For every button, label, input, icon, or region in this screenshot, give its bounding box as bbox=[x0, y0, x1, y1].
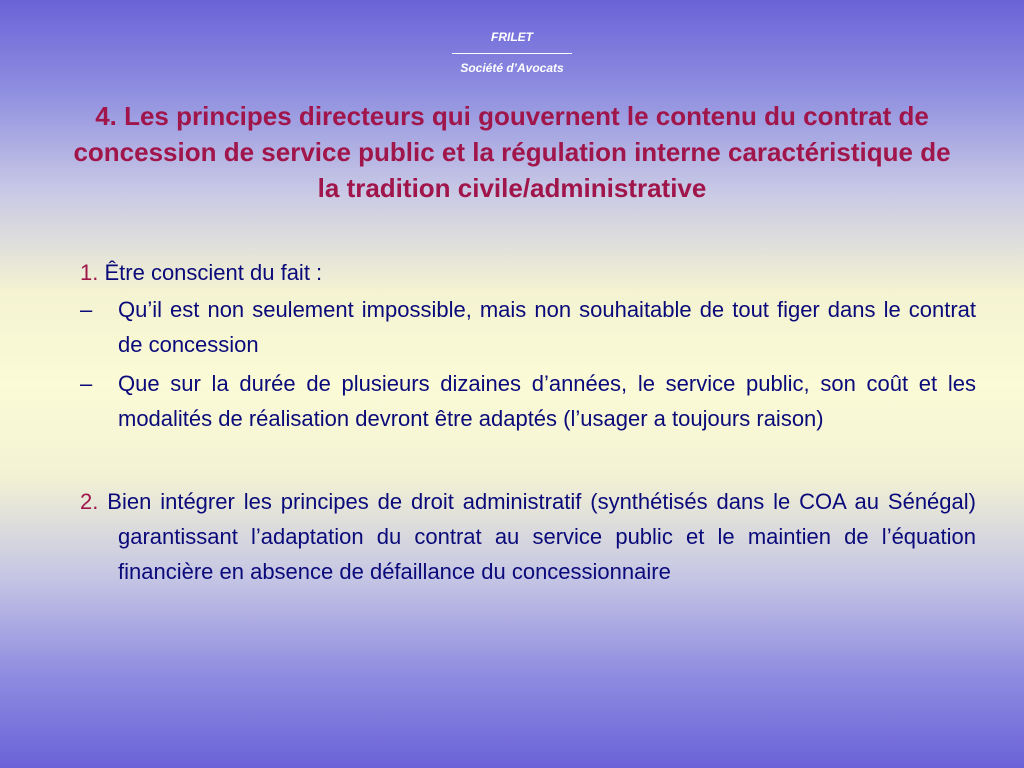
dash-marker: – bbox=[80, 371, 93, 396]
bullet-item-1 bbox=[80, 292, 976, 362]
point-2 bbox=[80, 484, 976, 589]
slide-body bbox=[80, 255, 976, 611]
bullet-text-2: Que sur la durée de plusieurs dizaines d’années, le service public, son coût et les modalités de réalisation devront être adaptés (l’usager a toujours raison) bbox=[118, 371, 976, 431]
point-2-text: Bien intégrer les principes de droit administratif (synthétisés dans le COA au Sénégal) garantissant l’adaptation du contrat au service public et le maintien de l’équation financière en absence de défaillance du concessionnaire bbox=[107, 489, 976, 584]
point-2-number: 2. bbox=[80, 489, 99, 514]
firm-name: FRILET bbox=[491, 30, 533, 44]
bullet-text-1: Qu’il est non seulement impossible, mais non souhaitable de tout figer dans le contrat de concession bbox=[118, 297, 976, 357]
header-divider bbox=[452, 53, 572, 54]
slide-header bbox=[0, 30, 1024, 75]
firm-subtitle: Société d’Avocats bbox=[460, 61, 564, 75]
point-1-text: Être conscient du fait : bbox=[104, 260, 323, 285]
bullet-item-2 bbox=[80, 366, 976, 436]
point-1 bbox=[80, 255, 976, 290]
slide-title: 4. Les principes directeurs qui gouvernent le contenu du contrat de concession de service public et la régulation interne caractéristique de la tradition civile/administrative bbox=[73, 101, 951, 203]
dash-marker: – bbox=[80, 297, 93, 322]
point-1-number: 1. bbox=[80, 260, 99, 285]
